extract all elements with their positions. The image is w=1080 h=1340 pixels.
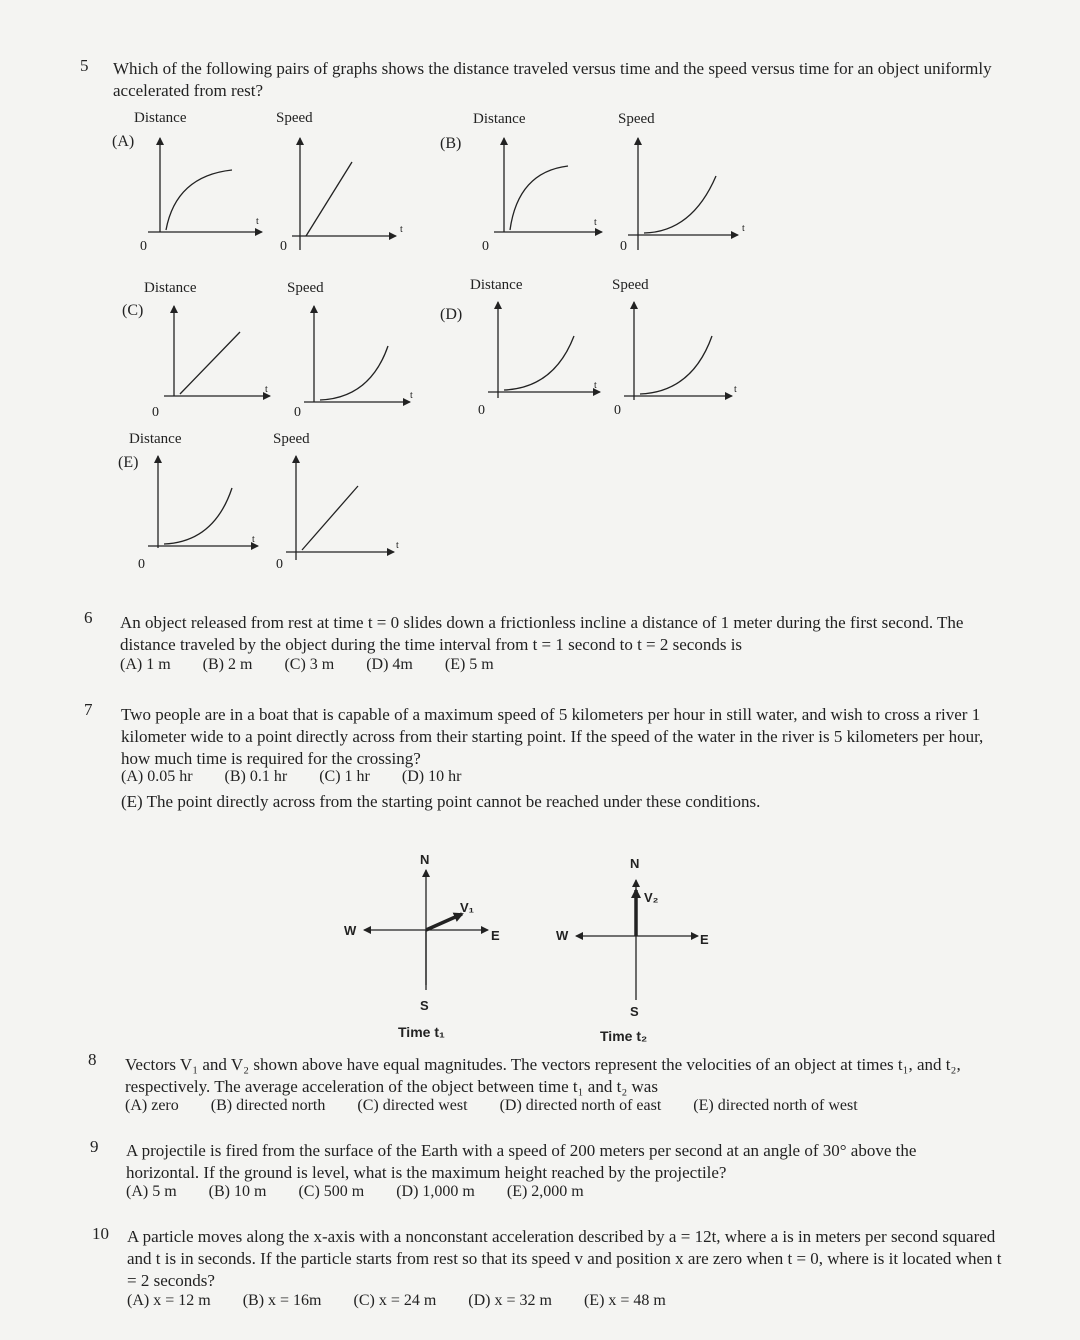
origin-label: 0 <box>152 405 159 420</box>
vector-v1 <box>426 914 462 930</box>
option-c[interactable]: (C) 3 m <box>284 656 335 673</box>
west-label: W <box>556 928 569 943</box>
origin-label: 0 <box>478 403 485 418</box>
option-b[interactable]: (B) directed north <box>210 1097 326 1114</box>
south-label: S <box>630 1004 639 1019</box>
option-a[interactable]: (A) 5 m <box>126 1183 177 1200</box>
question-text: An object released from rest at time t = 0 slides down a frictionless incline a distance of 1 meter during the first second. The distance traveled by the object during the time interval from t = 1 second to t = 2 seconds is <box>120 613 964 654</box>
origin-label: 0 <box>276 557 283 572</box>
t-axis-label: t <box>594 217 597 228</box>
option-e[interactable]: (E) 2,000 m <box>506 1183 584 1200</box>
option-a[interactable]: (A) zero <box>125 1097 179 1114</box>
question-number: 8 <box>88 1050 97 1069</box>
t-axis-label: t <box>396 540 399 551</box>
graph-label-speed: Speed <box>612 277 649 293</box>
option-b[interactable]: (B) x = 16m <box>242 1292 322 1309</box>
question-text: Which of the following pairs of graphs shows the distance traveled versus time and the speed versus time for an object uniformly accelerated from rest? <box>113 59 992 100</box>
option-d[interactable]: (D) 1,000 m <box>396 1183 475 1200</box>
option-c[interactable]: (C) 1 hr <box>319 768 370 785</box>
vector-diagram-t2 <box>576 880 698 1000</box>
west-label: W <box>344 923 357 938</box>
t-axis-label: t <box>252 534 255 545</box>
question-text: Vectors V₁ and V₂ shown above have equal magnitudes. The vectors represent the velocities of an object at times t₁, and t₂, respectively. The average acceleration of the object between time t₁ and t₂ was <box>125 1055 961 1096</box>
answer-options <box>125 1097 886 1115</box>
origin-label: 0 <box>482 239 489 254</box>
option-e[interactable]: (E) The point directly across from the starting point cannot be reached under these conditions. <box>121 792 761 811</box>
t-axis-label: t <box>400 224 403 235</box>
graph-label-speed: Speed <box>273 431 310 447</box>
origin-label: 0 <box>138 557 145 572</box>
option-c[interactable]: (C) directed west <box>357 1097 468 1114</box>
graph-label-distance: Distance <box>473 111 526 127</box>
option-b[interactable]: (B) 2 m <box>202 656 253 673</box>
question-number: 10 <box>92 1224 109 1243</box>
graph-label-speed: Speed <box>276 110 313 126</box>
option-c[interactable]: (C) 500 m <box>298 1183 365 1200</box>
origin-label: 0 <box>614 403 621 418</box>
option-a[interactable]: (A) 0.05 hr <box>121 768 193 785</box>
origin-label: 0 <box>294 405 301 420</box>
t-axis-label: t <box>410 390 413 401</box>
v2-label: V₂ <box>644 890 659 905</box>
question-text: A projectile is fired from the surface of the Earth with a speed of 200 meters per second at an angle of 30° above the horizontal. If the ground is level, what is the maximum height reached by the projectile? <box>126 1141 917 1182</box>
option-b[interactable]: (B) 10 m <box>208 1183 267 1200</box>
origin-label: 0 <box>280 239 287 254</box>
origin-label: 0 <box>620 239 627 254</box>
graph-label-speed: Speed <box>287 280 324 296</box>
t-axis-label: t <box>256 216 259 227</box>
option-e[interactable]: (E) directed north of west <box>693 1097 858 1114</box>
graph-label-distance: Distance <box>129 431 182 447</box>
time-t2-caption: Time t₂ <box>600 1028 648 1044</box>
t-axis-label: t <box>265 384 268 395</box>
graph-label-distance: Distance <box>470 277 523 293</box>
answer-options <box>126 1183 612 1201</box>
graph-label-distance: Distance <box>134 110 187 126</box>
north-label: N <box>420 852 430 867</box>
v1-label: V₁ <box>460 900 475 915</box>
question-text: Two people are in a boat that is capable of a maximum speed of 5 kilometers per hour in still water, and wish to cross a river 1 kilometer wide to a point directly across from their starting point. If the speed of the water in the river is 5 kilometers per hour, how much time is required for the crossing? <box>121 705 984 768</box>
south-label: S <box>420 998 429 1013</box>
east-label: E <box>700 932 709 947</box>
north-label: N <box>630 856 640 871</box>
option-d[interactable]: (D) directed north of east <box>499 1097 662 1114</box>
option-e[interactable]: (E) 5 m <box>444 656 494 673</box>
origin-label: 0 <box>140 239 147 254</box>
graph-label-distance: Distance <box>144 280 197 296</box>
question-number: 6 <box>84 608 93 627</box>
option-e[interactable]: (E) x = 48 m <box>583 1292 666 1309</box>
east-label: E <box>491 928 500 943</box>
option-e-label[interactable]: (E) <box>118 454 139 471</box>
option-b-label[interactable]: (B) <box>440 135 462 152</box>
graph-label-speed: Speed <box>618 111 655 127</box>
t-axis-label: t <box>742 223 745 234</box>
time-t1-caption: Time t₁ <box>398 1024 445 1040</box>
option-a[interactable]: (A) 1 m <box>120 656 171 673</box>
question-number: 7 <box>84 700 93 719</box>
question-number: 5 <box>80 56 89 75</box>
option-c[interactable]: (C) x = 24 m <box>353 1292 437 1309</box>
t-axis-label: t <box>594 380 597 391</box>
option-a[interactable]: (A) x = 12 m <box>127 1292 211 1309</box>
answer-options <box>127 1292 694 1310</box>
t-axis-label: t <box>734 384 737 395</box>
option-d[interactable]: (D) 4m <box>366 656 413 673</box>
option-d[interactable]: (D) x = 32 m <box>468 1292 552 1309</box>
question-text: A particle moves along the x-axis with a nonconstant acceleration described by a = 12t, where a is in meters per second squared and t is in seconds. If the particle starts from rest so that its speed v and position x are zero when t = 0, where is it located when t = 2 seconds? <box>127 1227 1002 1290</box>
option-d[interactable]: (D) 10 hr <box>401 768 462 785</box>
option-c-label[interactable]: (C) <box>122 302 144 319</box>
option-a-label[interactable]: (A) <box>112 133 135 150</box>
option-d-label[interactable]: (D) <box>440 306 463 323</box>
option-b[interactable]: (B) 0.1 hr <box>224 768 288 785</box>
question-number: 9 <box>90 1137 99 1156</box>
vector-diagram-t1 <box>364 870 488 990</box>
